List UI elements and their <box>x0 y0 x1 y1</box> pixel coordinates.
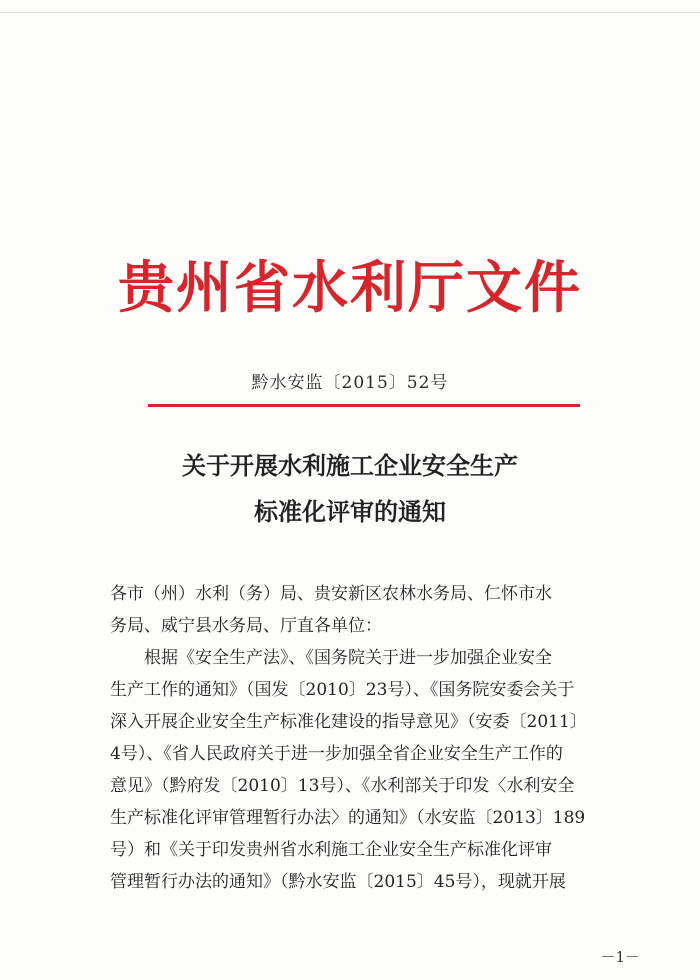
document-title <box>0 443 700 535</box>
addressee-block <box>110 578 620 642</box>
paragraph-line-5: 意见》（黔府发〔2010〕13号）、《水利部关于印发〈水利安全 <box>110 776 575 796</box>
paragraph-line-4: 4号）、《省人民政府关于进一步加强全省企业安全生产工作的 <box>110 744 563 764</box>
red-separator-line <box>148 404 580 407</box>
title-line-2: 标准化评审的通知 <box>254 497 446 526</box>
page-edge-line <box>0 12 700 13</box>
paragraph-line-2: 生产工作的通知》（国发〔2010〕23号）、《国务院安委会关于 <box>110 680 575 700</box>
document-number: 黔水安监〔2015〕52号 <box>251 373 449 393</box>
page-number: －1－ <box>600 948 640 966</box>
addressee-line-1: 各市（州）水利（务）局、贵安新区农林水务局、仁怀市水 <box>110 584 552 604</box>
document-body <box>110 578 620 898</box>
paragraph-line-6: 生产标准化评审管理暂行办法〉的通知》（水安监〔2013〕189 <box>110 808 586 828</box>
body-paragraph <box>110 642 620 898</box>
paragraph-line-7: 号）和《关于印发贵州省水利施工企业安全生产标准化评审 <box>110 840 552 860</box>
document-masthead: 贵州省水利厅文件 <box>118 255 582 321</box>
paragraph-line-1: 根据《安全生产法》、《国务院关于进一步加强企业安全 <box>144 648 552 668</box>
paragraph-line-3: 深入开展企业安全生产标准化建设的指导意见》（安委〔2011〕 <box>110 712 587 732</box>
title-line-1: 关于开展水利施工企业安全生产 <box>182 451 518 480</box>
paragraph-line-8: 管理暂行办法的通知》（黔水安监〔2015〕45号），现就开展 <box>110 872 566 892</box>
addressee-line-2: 务局、威宁县水务局、厅直各单位： <box>110 616 382 636</box>
